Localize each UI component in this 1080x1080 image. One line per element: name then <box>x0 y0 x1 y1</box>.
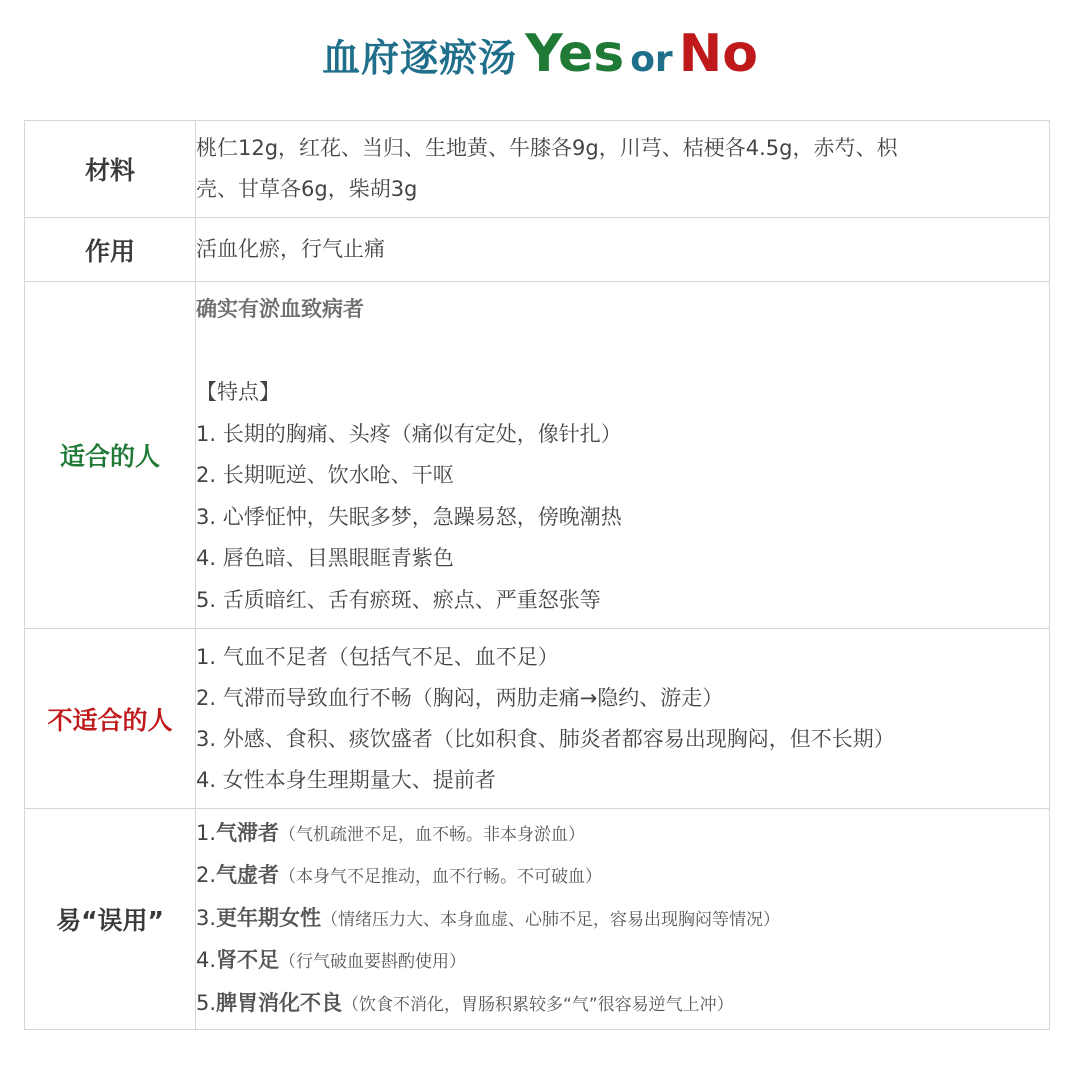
suitable-heading: 确实有淤血致病者 <box>196 297 364 321</box>
misuse-num: 2. <box>196 863 217 888</box>
misuse-name: 肾不足 <box>216 948 280 973</box>
misuse-name: 气虚者 <box>216 863 280 888</box>
misuse-num: 3. <box>196 905 217 930</box>
misuse-num: 4. <box>196 948 217 973</box>
label-materials: 材料 <box>25 121 196 218</box>
misuse-item <box>196 898 1049 941</box>
label-suitable: 适合的人 <box>25 282 196 629</box>
row-unsuitable <box>25 629 1050 809</box>
content-unsuitable <box>196 629 1050 809</box>
title-main: 血府逐瘀汤 <box>322 36 518 80</box>
label-unsuitable: 不适合的人 <box>25 629 196 809</box>
list-item: 5. 舌质暗红、舌有瘀斑、瘀点、严重怒张等 <box>196 587 601 612</box>
row-misuse <box>25 809 1050 1030</box>
materials-line: 桃仁12g，红花、当归、生地黄、牛膝各9g，川芎、桔梗各4.5g，赤芍、枳 <box>196 136 898 160</box>
row-materials <box>25 121 1050 218</box>
spacer <box>196 331 1049 373</box>
misuse-num: 5. <box>196 990 217 1015</box>
misuse-name: 脾胃消化不良 <box>216 990 343 1015</box>
content-materials <box>196 121 1050 218</box>
list-item: 1. 长期的胸痛、头疼（痛似有定处，像针扎） <box>196 421 622 446</box>
list-item: 3. 外感、食积、痰饮盛者（比如积食、肺炎者都容易出现胸闷，但不长期） <box>196 726 895 751</box>
row-effect <box>25 218 1050 282</box>
content-misuse <box>196 809 1050 1030</box>
misuse-note: （本身气不足推动，血不行畅。不可破血） <box>279 867 603 888</box>
misuse-note: （情绪压力大、本身血虚、心肺不足，容易出现胸闷等情况） <box>321 909 781 930</box>
misuse-num: 1. <box>196 820 217 845</box>
misuse-name: 更年期女性 <box>216 905 322 930</box>
effect-text: 活血化瘀，行气止痛 <box>196 237 385 261</box>
materials-line: 壳、甘草各6g，柴胡3g <box>196 177 418 201</box>
list-item: 3. 心悸怔忡，失眠多梦，急躁易怒，傍晚潮热 <box>196 504 622 529</box>
list-item: 1. 气血不足者（包括气不足、血不足） <box>196 644 559 669</box>
title-or: or <box>630 39 673 80</box>
row-suitable <box>25 282 1050 629</box>
label-effect: 作用 <box>25 218 196 282</box>
misuse-item <box>196 983 1049 1026</box>
list-item: 4. 女性本身生理期量大、提前者 <box>196 767 496 792</box>
title-yes: Yes <box>525 24 625 84</box>
list-item: 2. 气滞而导致血行不畅（胸闷，两肋走痛→隐约、游走） <box>196 685 724 710</box>
misuse-note: （气机疏泄不足，血不畅。非本身淤血） <box>279 824 586 845</box>
list-item: 2. 长期呃逆、饮水呛、干呕 <box>196 463 454 487</box>
features-label: 【特点】 <box>196 380 280 404</box>
misuse-note: （饮食不消化，胃肠积累较多“气”很容易逆气上冲） <box>342 994 734 1015</box>
misuse-item <box>196 813 1049 856</box>
misuse-name: 气滞者 <box>216 820 280 845</box>
misuse-note: （行气破血要斟酌使用） <box>279 952 467 973</box>
page-title <box>0 14 1080 106</box>
misuse-item <box>196 855 1049 898</box>
content-effect <box>196 218 1050 282</box>
list-item: 4. 唇色暗、目黑眼眶青紫色 <box>196 546 454 570</box>
misuse-item <box>196 940 1049 983</box>
title-no: No <box>678 24 758 84</box>
info-table <box>24 120 1050 1030</box>
label-misuse: 易“误用” <box>25 809 196 1030</box>
content-suitable <box>196 282 1050 629</box>
